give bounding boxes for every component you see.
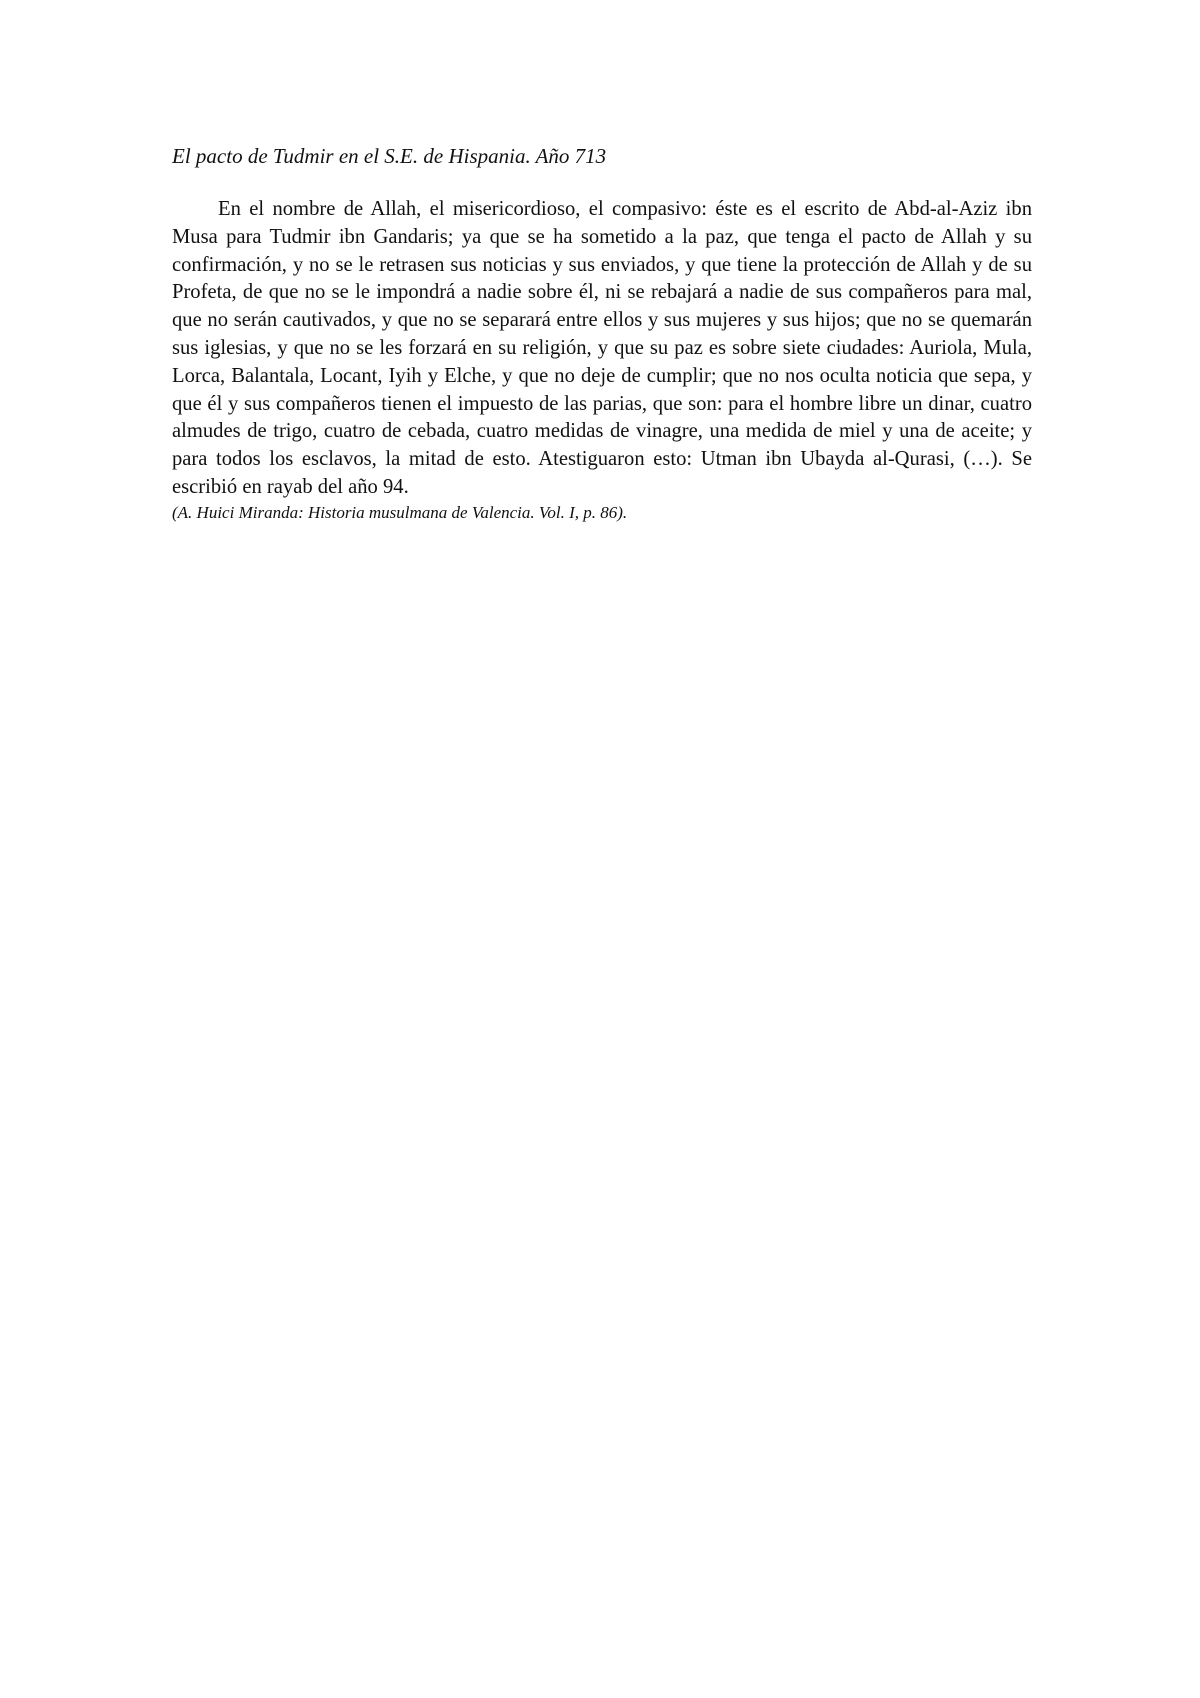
- document-title: El pacto de Tudmir en el S.E. de Hispania. Año 713: [172, 144, 607, 168]
- document-content: [172, 142, 1032, 524]
- source-citation: (A. Huici Miranda: Historia musulmana de Valencia. Vol. I, p. 86).: [172, 502, 628, 522]
- body-paragraph: En el nombre de Allah, el misericordioso, el compasivo: éste es el escrito de Abd-al-Aziz ibn Musa para Tudmir ibn Gandaris; ya que se ha sometido a la paz, que tenga el pacto de Allah y su confirmación, y no se le retrasen sus noticias y sus enviados, y que tiene la protección de Allah y de su Profeta, de que no se le impondrá a nadie sobre él, ni se rebajará a nadie de sus compañeros para mal, que no serán cautivados, y que no se separará entre ellos y sus mujeres y sus hijos; que no se quemarán sus iglesias, y que no se les forzará en su religión, y que su paz es sobre siete ciudades: Auriola, Mula, Lorca, Balantala, Locant, Iyih y Elche, y que no deje de cumplir; que no nos oculta noticia que sepa, y que él y sus compañeros tienen el impuesto de las parias, que son: para el hombre libre un dinar, cuatro almudes de trigo, cuatro de cebada, cuatro medidas de vinagre, una medida de miel y una de aceite; y para todos los esclavos, la mitad de esto. Atestiguaron esto: Utman ibn Ubayda al-Qurasi, (…). Se escribió en rayab del año 94.: [172, 198, 1032, 498]
